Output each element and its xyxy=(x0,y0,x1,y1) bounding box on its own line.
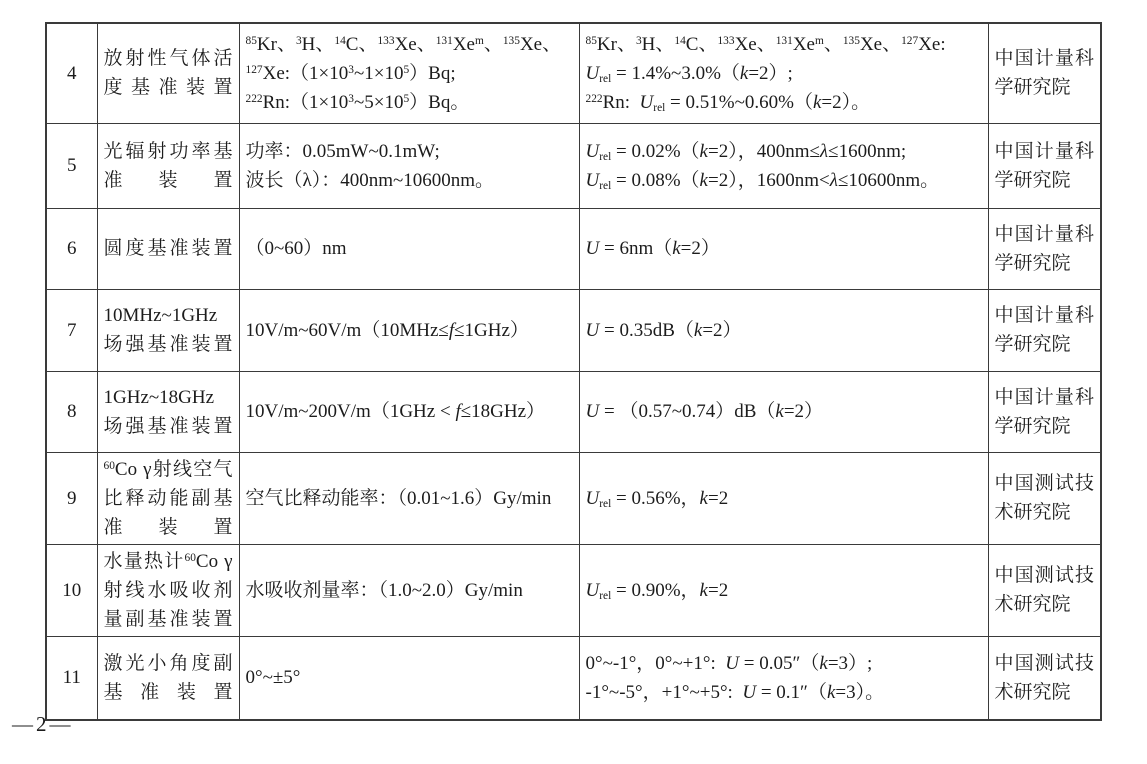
table-row xyxy=(46,123,1101,208)
measurement-range: 10V/m~200V/m（1GHz < f≤18GHz） xyxy=(239,371,579,452)
device-name: 10MHz~1GHz 场强基准装置 xyxy=(97,289,239,371)
measurement-range: 空气比释动能率：（0.01~1.6）Gy/min xyxy=(239,452,579,544)
measurement-range: （0~60）nm xyxy=(239,208,579,289)
uncertainty-value: U = 0.35dB（k=2） xyxy=(579,289,988,371)
row-number: 9 xyxy=(46,452,97,544)
institution: 中国计量科学研究院 xyxy=(988,208,1101,289)
row-number: 11 xyxy=(46,636,97,720)
uncertainty-value: 0°~-1°，0°~+1°: U = 0.05″（k=3）; -1°~-5°，+1°~+5°: U = 0.1″（k=3）。 xyxy=(579,636,988,720)
measurement-range: 10V/m~60V/m（10MHz≤f≤1GHz） xyxy=(239,289,579,371)
measurement-range: 功率：0.05mW~0.1mW; 波长（λ）：400nm~10600nm。 xyxy=(239,123,579,208)
uncertainty-value: U = 6nm（k=2） xyxy=(579,208,988,289)
table-row xyxy=(46,208,1101,289)
device-name: 圆度基准装置 xyxy=(97,208,239,289)
device-name: 水量热计$^{60}$Co γ 射线水吸收剂 量副基准装置 xyxy=(97,544,239,636)
uncertainty-value: $U_{rel} = 0.90\%$，k=2 xyxy=(579,544,988,636)
measurement-range: 0°~±5° xyxy=(239,636,579,720)
table-row xyxy=(46,544,1101,636)
standards-table-body xyxy=(46,23,1101,720)
uncertainty-value: $U_{rel} = 0.02\%(k=2)$，400nm≤λ≤1600nm; $U_{rel} = 0.08\%(k=2)$，1600nm<λ≤10600nm。 xyxy=(579,123,988,208)
device-name: 1GHz~18GHz 场强基准装置 xyxy=(97,371,239,452)
table-row xyxy=(46,23,1101,123)
row-number: 7 xyxy=(46,289,97,371)
institution: 中国计量科学研究院 xyxy=(988,23,1101,123)
measurement-range: 水吸收剂量率：（1.0~2.0）Gy/min xyxy=(239,544,579,636)
device-name: 放射性气体活 度基准装置 xyxy=(97,23,239,123)
standards-table xyxy=(45,22,1102,721)
row-number: 4 xyxy=(46,23,97,123)
row-number: 5 xyxy=(46,123,97,208)
device-name: $^{60}$Co γ射线空气 比释动能副基 准装置 xyxy=(97,452,239,544)
row-number: 10 xyxy=(46,544,97,636)
device-name: 光辐射功率基 准装置 xyxy=(97,123,239,208)
institution: 中国计量科学研究院 xyxy=(988,289,1101,371)
institution: 中国测试技术研究院 xyxy=(988,544,1101,636)
uncertainty-value: U = （0.57~0.74）dB（k=2） xyxy=(579,371,988,452)
institution: 中国计量科学研究院 xyxy=(988,123,1101,208)
uncertainty-value: $U_{rel} = 0.56\%$，k=2 xyxy=(579,452,988,544)
device-name: 激光小角度副 基准装置 xyxy=(97,636,239,720)
table-row xyxy=(46,371,1101,452)
institution: 中国测试技术研究院 xyxy=(988,452,1101,544)
table-row xyxy=(46,636,1101,720)
row-number: 6 xyxy=(46,208,97,289)
page-number: —2— xyxy=(12,712,74,736)
measurement-range: $^{85}$Kr、$^3$H、$^{14}$C、$^{133}$Xe、$^{131}$Xe$^m$、$^{135}$Xe、 $^{127}Xe:(1\times 10^3\sim 1\times 10^5)Bq$; $^{222}Rn:(1\times 10^3\sim 5\times 10^5)Bq$。 xyxy=(239,23,579,123)
table-row xyxy=(46,452,1101,544)
uncertainty-value: $^{85}$Kr、$^3$H、$^{14}$C、$^{133}$Xe、$^{131}$Xe$^m$、$^{135}$Xe、$^{127}$Xe: $U_{rel}$ = 1.4%~3.0%（k=2）; $^{222}$Rn: $U_{rel}$ = 0.51%~0.60%（k=2）。 xyxy=(579,23,988,123)
row-number: 8 xyxy=(46,371,97,452)
table-row xyxy=(46,289,1101,371)
institution: 中国计量科学研究院 xyxy=(988,371,1101,452)
institution: 中国测试技术研究院 xyxy=(988,636,1101,720)
